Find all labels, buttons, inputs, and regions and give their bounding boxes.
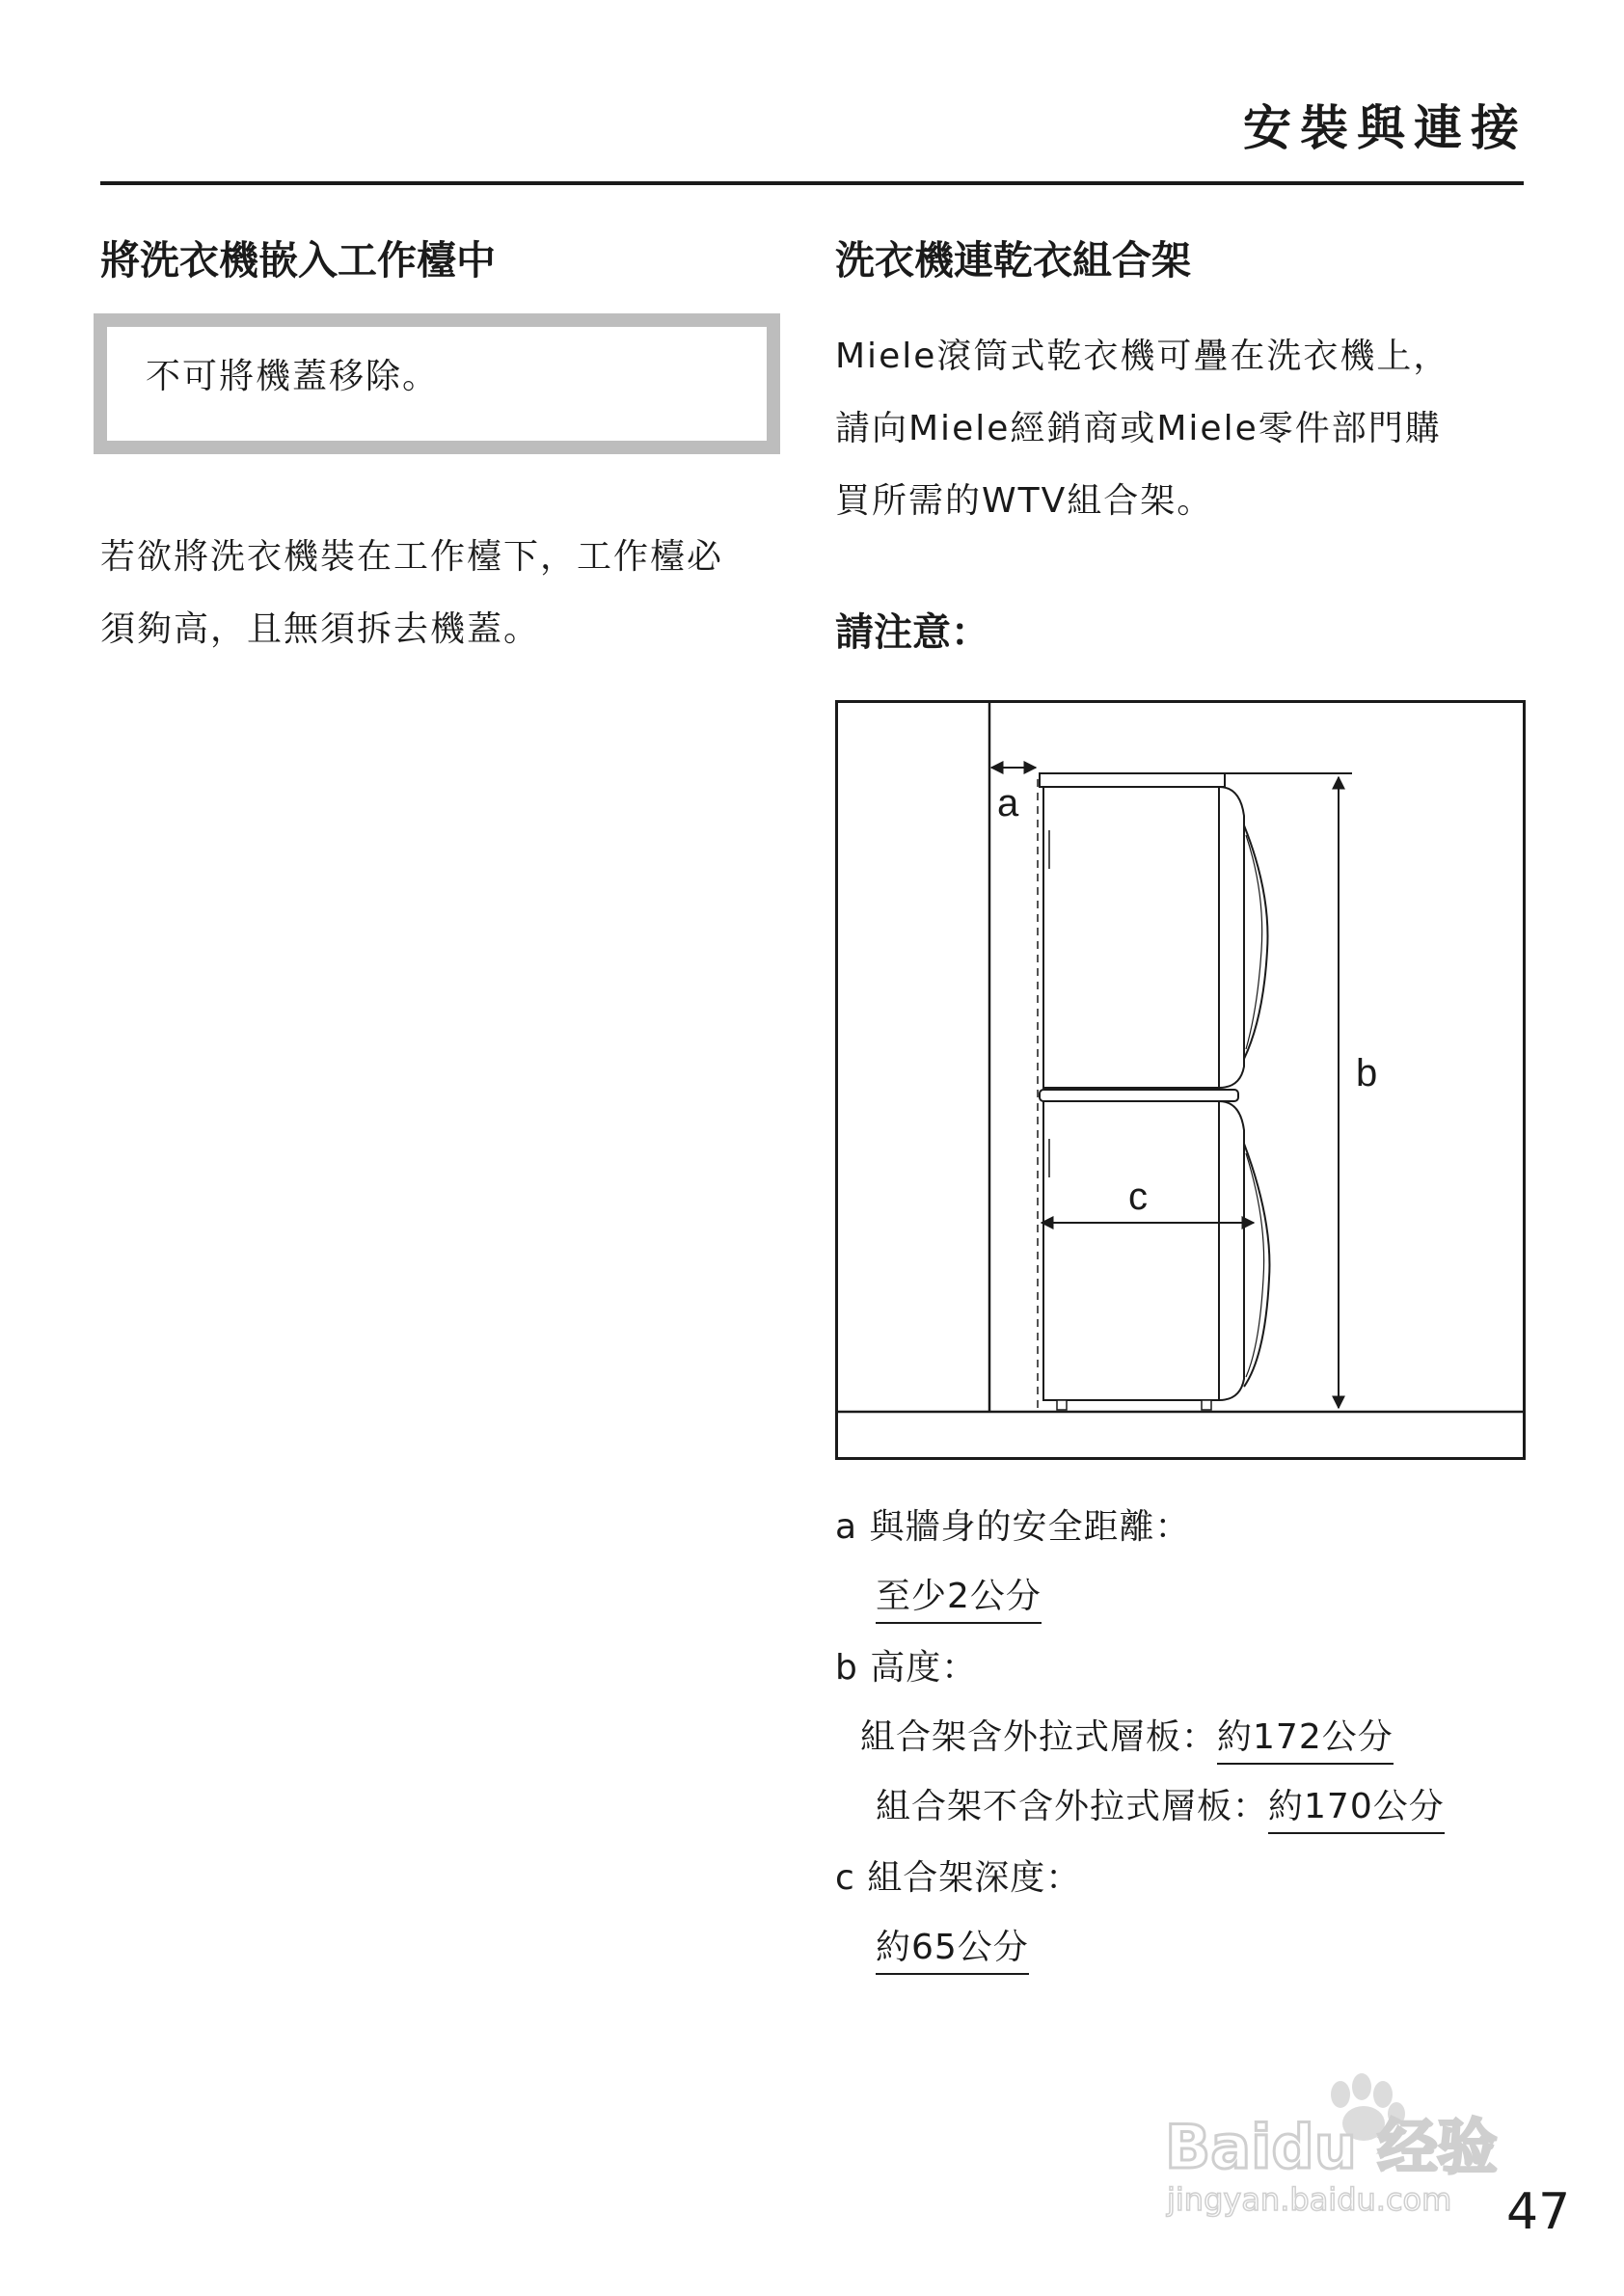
right-paragraph-line: 買所需的WTV組合架。 — [835, 481, 1214, 521]
legend-b-item1-label: 組合架含外拉式層板： — [860, 1717, 1218, 1757]
watermark-url: jingyan.baidu.com — [1167, 2181, 1452, 2218]
section-title: 安裝與連接 — [1243, 100, 1528, 156]
right-paragraph — [835, 320, 1449, 537]
warning-box — [94, 313, 780, 454]
header-divider — [100, 181, 1524, 185]
right-paragraph-line: Miele滾筒式乾衣機可疊在洗衣機上， — [835, 337, 1450, 376]
stacking-rail — [1040, 1090, 1238, 1101]
legend-a-value — [876, 1577, 1042, 1624]
legend-b-item1 — [860, 1717, 1394, 1765]
legend-a-value-text: 至少2公分 — [876, 1580, 1042, 1624]
legend-b-item2-label: 組合架不含外拉式層板： — [876, 1787, 1269, 1826]
left-paragraph-line: 若欲將洗衣機裝在工作檯下，工作檯必 — [100, 537, 724, 577]
left-heading: 將洗衣機嵌入工作檯中 — [100, 237, 496, 284]
legend-b-item2-value: 約170公分 — [1268, 1790, 1445, 1834]
baidu-watermark-logo — [1148, 2054, 1533, 2218]
legend-b-item2 — [876, 1787, 1445, 1834]
dryer-appliance — [1040, 773, 1268, 1088]
left-paragraph — [100, 521, 723, 665]
watermark-brand: Baidu 经验 — [1165, 2112, 1498, 2182]
left-paragraph-line: 須夠高，且無須拆去機蓋。 — [100, 609, 541, 649]
legend-b-title: b 高度： — [835, 1648, 978, 1688]
legend-c-value-text: 約65公分 — [876, 1931, 1029, 1975]
dimension-b-label: b — [1356, 1052, 1378, 1094]
legend-c-title: c 組合架深度： — [835, 1858, 1082, 1898]
washer-appliance — [1043, 1101, 1269, 1410]
right-paragraph-line: 請向Miele經銷商或Miele零件部門購 — [835, 409, 1442, 448]
legend-b-item1-value: 約172公分 — [1217, 1720, 1394, 1765]
note-heading: 請注意： — [835, 610, 989, 655]
legend-c-value — [876, 1928, 1029, 1975]
right-heading: 洗衣機連乾衣組合架 — [835, 237, 1191, 284]
legend-a-title: a 與牆身的安全距離： — [835, 1507, 1191, 1547]
stacked-appliance-diagram — [835, 700, 1529, 1462]
page-number: 47 — [1506, 2183, 1571, 2241]
dimension-a-label: a — [997, 782, 1019, 824]
figure-frame — [837, 702, 1525, 1459]
warning-text: 不可將機蓋移除。 — [146, 357, 440, 396]
dimension-c-label: c — [1128, 1175, 1148, 1218]
